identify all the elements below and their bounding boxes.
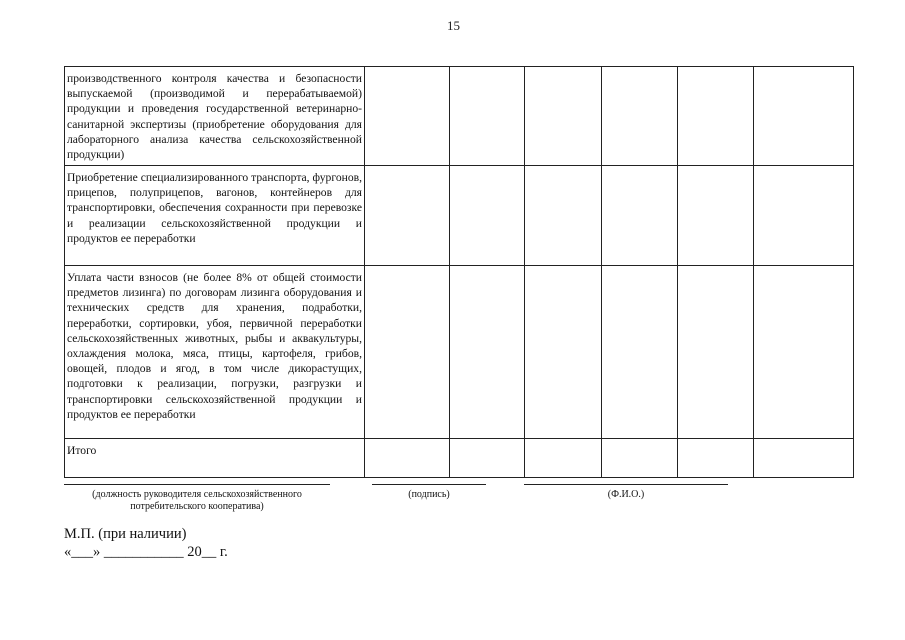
- row-description: производственного контроля качества и безопасности выпускаемой (производимой и перерабатываемой) продукции и проведения государственной ветеринарно-санитарной экспертизы (приобретение оборудования для лабораторного анализа качества сельскохозяйственной продукции): [65, 67, 365, 166]
- row-description: Уплата части взносов (не более 8% от общей стоимости предметов лизинга) по договорам лизинга оборудования и технических средств для хранения, подработки, переработки, сортировки, убоя, первичной переработки сельскохозяйственных животных, рыбы и аквакультуры, охлаждения молока, мяса, птицы, картофеля, грибов, овощей, плодов и ягод, в том числе дикорастущих, подготовки к реализации, погрузки, разгрузки и транспортировки сельскохозяйственной продукции и продуктов ее переработки: [65, 266, 365, 439]
- form-table: [64, 66, 854, 478]
- table-cell: [450, 439, 525, 478]
- signature-caption: (подпись): [408, 489, 450, 500]
- table-cell: [365, 439, 450, 478]
- total-row: [65, 439, 854, 478]
- position-caption: (должность руководителя сельскохозяйственного потребительского кооператива): [92, 489, 302, 512]
- table-row: [65, 166, 854, 266]
- table-cell: [525, 166, 602, 266]
- table-cell: [678, 266, 754, 439]
- position-line: [64, 484, 330, 485]
- stamp-label: М.П. (при наличии): [64, 526, 187, 542]
- table-cell: [602, 166, 678, 266]
- table-cell: [525, 67, 602, 166]
- table-cell: [602, 266, 678, 439]
- table-cell: [678, 166, 754, 266]
- table-cell: [602, 439, 678, 478]
- table-row: [65, 266, 854, 439]
- table-cell: [602, 67, 678, 166]
- page-number: 15: [447, 18, 460, 33]
- table-cell: [365, 166, 450, 266]
- row-description: Приобретение специализированного транспорта, фургонов, прицепов, полуприцепов, вагонов, контейнеров для транспортировки, обеспечения сохранности при перевозке и реализации сельскохозяйственной продукции и продуктов ее переработки: [65, 166, 365, 266]
- signature-line: [372, 484, 486, 485]
- table-cell: [450, 67, 525, 166]
- table-row: [65, 67, 854, 166]
- table-cell: [450, 166, 525, 266]
- table-cell: [678, 67, 754, 166]
- total-label: Итого: [65, 439, 365, 478]
- table-cell: [754, 266, 854, 439]
- table-cell: [450, 266, 525, 439]
- table-cell: [754, 166, 854, 266]
- table-cell: [365, 266, 450, 439]
- table-cell: [525, 439, 602, 478]
- table-cell: [365, 67, 450, 166]
- name-line: [524, 484, 728, 485]
- table-cell: [678, 439, 754, 478]
- table-cell: [525, 266, 602, 439]
- name-caption: (Ф.И.О.): [607, 489, 645, 500]
- table-cell: [754, 439, 854, 478]
- table-cell: [754, 67, 854, 166]
- date-line: «___» ___________ 20__ г.: [64, 544, 228, 560]
